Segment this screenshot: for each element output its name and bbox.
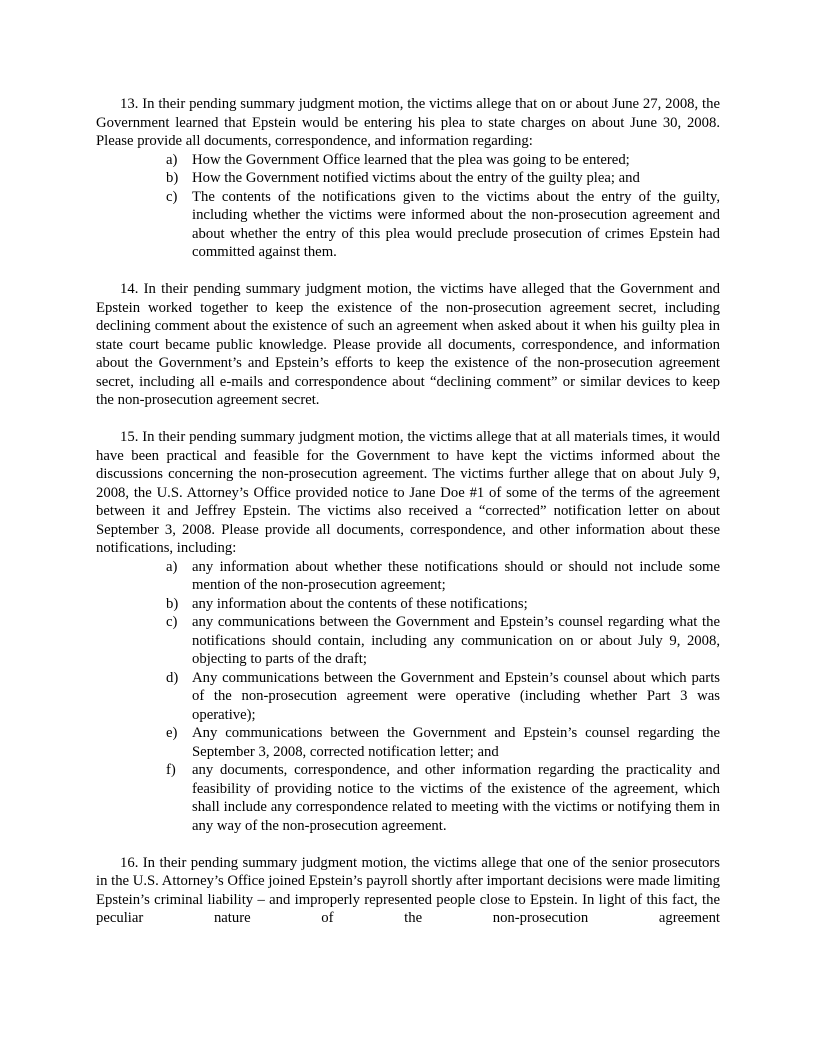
list-item [96, 595, 720, 614]
paragraph-16: 16. In their pending summary judgment motion, the victims allege that one of the senior prosecutors in the U.S. Attorney’s Office joined Epstein’s payroll shortly after important decisions were made limiting Epstein’s criminal liability – and improperly represented people close to Epstein. In light of this fact, the peculiar nature of the non-prosecution agreement [96, 854, 720, 926]
paragraph-15-list [96, 558, 720, 836]
paragraph-13: 13. In their pending summary judgment motion, the victims allege that on or about June 27, 2008, the Government learned that Epstein would be entering his plea to state charges on about June 30, 2008. Please provide all documents, correspondence, and information regarding: [96, 96, 720, 149]
list-item-text: How the Government Office learned that the plea was going to be entered; [192, 151, 630, 168]
list-item-label: d) [166, 669, 179, 686]
list-item-text: any information about whether these notifications should or should not include some mention of the non-prosecution agreement; [192, 558, 720, 593]
list-item [96, 613, 720, 669]
list-item-text: any documents, correspondence, and other information regarding the practicality and feasibility of providing notice to the victims of the existence of the agreement, which shall include any correspondence related to meeting with the victims or notifying them in any way of the non-prosecution agreement. [192, 762, 720, 834]
list-item-text: Any communications between the Government and Epstein’s counsel regarding the September 3, 2008, corrected notification letter; and [192, 725, 720, 760]
paragraph-15: 15. In their pending summary judgment motion, the victims allege that at all materials times, it would have been practical and feasible for the Government to have kept the victims informed about the discussions concerning the non-prosecution agreement. The victims further allege that on about July 9, 2008, the U.S. Attorney’s Office provided notice to Jane Doe #1 of some of the terms of the agreement between it and Jeffrey Epstein. The victims also received a “corrected” notification letter on about September 3, 2008. Please provide all documents, correspondence, and other information about these notifications, including: [96, 429, 720, 556]
list-item [96, 169, 720, 188]
list-item-label: a) [166, 558, 178, 575]
list-item [96, 761, 720, 835]
list-item [96, 188, 720, 262]
list-item-label: e) [166, 725, 178, 741]
list-item [96, 558, 720, 595]
list-item-label: b) [166, 595, 179, 612]
list-item-label: b) [166, 170, 179, 186]
list-item [96, 724, 720, 761]
spacer [96, 835, 720, 854]
list-item-label: f) [166, 762, 176, 778]
list-item [96, 151, 720, 170]
list-item-text: any information about the contents of these notifications; [192, 595, 528, 612]
list-item-label: c) [166, 614, 178, 630]
paragraph-14: 14. In their pending summary judgment motion, the victims have alleged that the Government and Epstein worked together to keep the existence of the non-prosecution agreement secret, including declining comment about the existence of such an agreement when asked about it when his guilty plea in state court became public knowledge. Please provide all documents, correspondence, and information about the Government’s and Epstein’s efforts to keep the existence of the non-prosecution agreement secret, including all e-mails and correspondence about “declining comment” or similar devices to keep the non-prosecution agreement secret. [96, 281, 720, 408]
paragraph-13-list [96, 151, 720, 262]
list-item-text: Any communications between the Government and Epstein’s counsel about which parts of the non-prosecution agreement were operative (including whether Part 3 was operative); [192, 669, 720, 723]
list-item-text: The contents of the notifications given to the victims about the entry of the guilty, including whether the victims were informed about the non-prosecution agreement and about whether the entry of this plea would preclude prosecution of crimes Epstein had committed against them. [192, 188, 720, 260]
spacer [96, 262, 720, 281]
spacer [96, 410, 720, 429]
list-item-label: c) [166, 188, 178, 205]
list-item [96, 669, 720, 725]
list-item-text: any communications between the Government and Epstein’s counsel regarding what the notifications should contain, including any communication on or about July 9, 2008, objecting to parts of the draft; [192, 614, 720, 667]
list-item-text: How the Government notified victims about the entry of the guilty plea; and [192, 170, 640, 186]
list-item-label: a) [166, 151, 178, 168]
document-page [96, 95, 720, 928]
